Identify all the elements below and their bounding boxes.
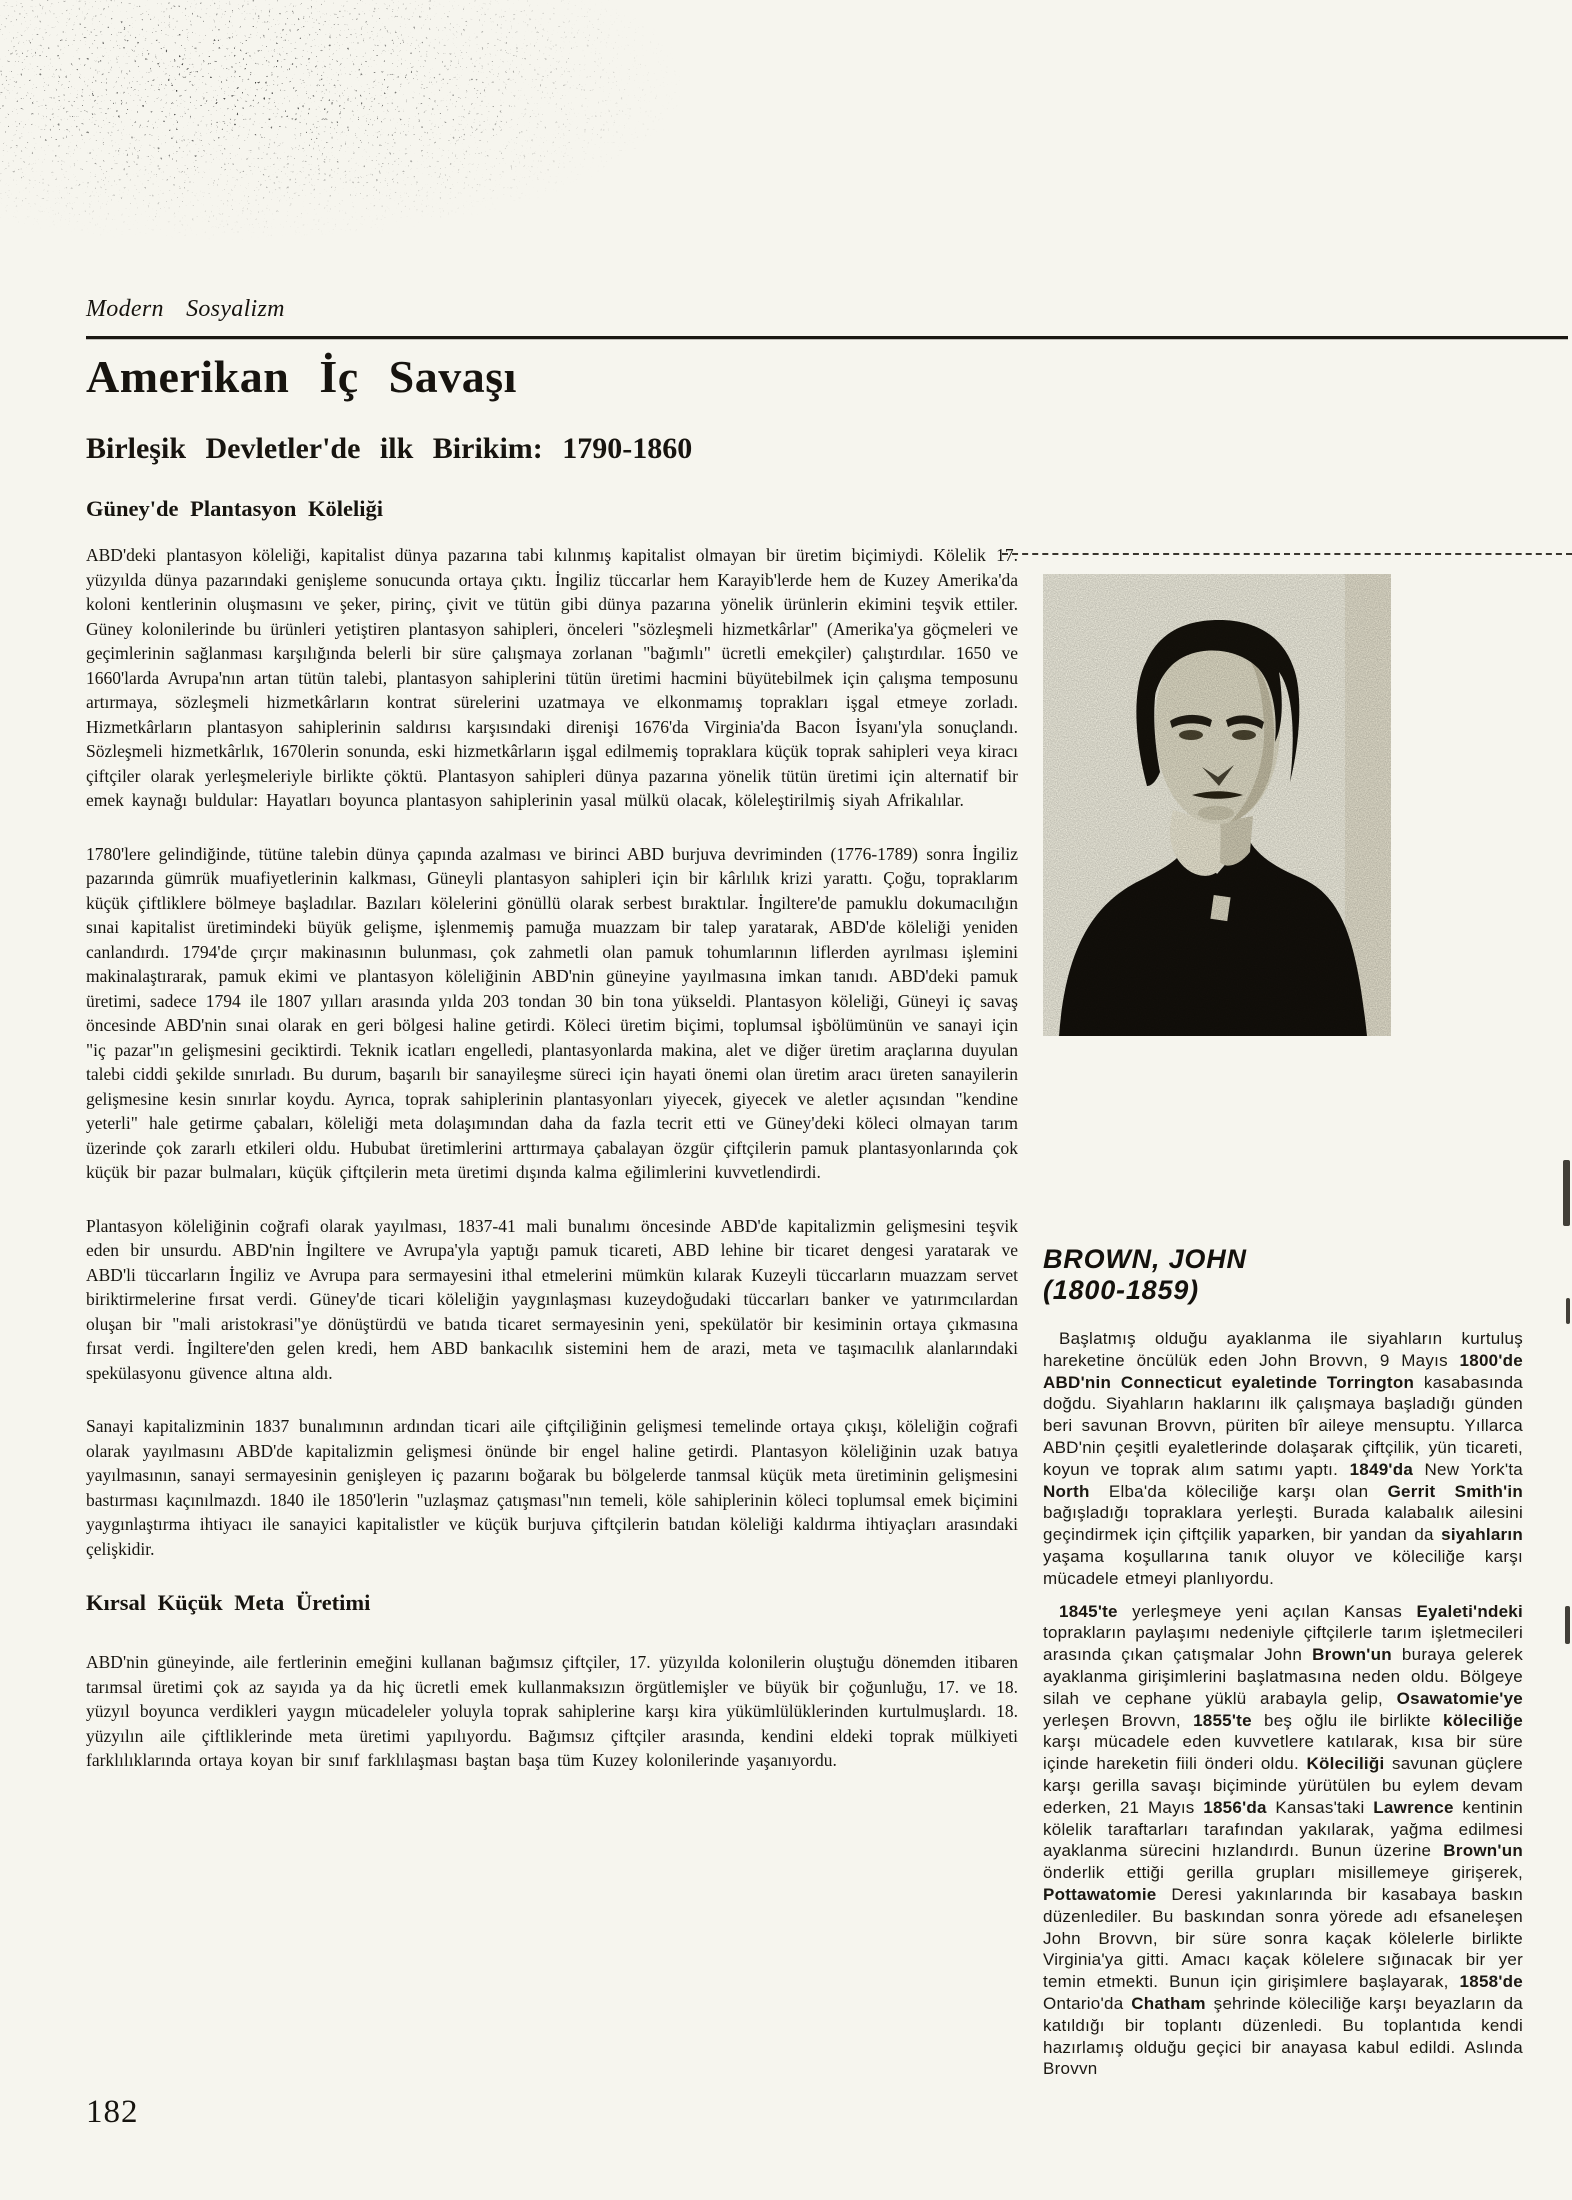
body-paragraph-2: 1780'lere gelindiğinde, tütüne talebin dünya çapında azalması ve birinci ABD burjuva devriminden (1776-1789) sonra İngiliz pazarında gümrük muafiyetlerinin kalkması, Güneyli plantasyon sahipleri için bir kârlılık krizi yarattı. Çoğu, topraklarım küçük çiftliklere bölmeye başladılar. Bazıları kölelerini gönüllü olarak serbest bıraktılar. İngiltere'de pamuklu dokumacılığın sınai kapitalist üretimindeki büyük gelişme, işlenmemiş pamuğa muazzam bir talep yaratarak, ABD'de köleliği yeniden canlandırdı. 1794'de çırçır makinasının bulunması, çok zahmetli olan pamuk tohumlarının liflerden ayrılması işlemini makinalaştırarak, pamuk ekimi ve plantasyon köleliğinin ABD'nin güneyine yayılmasına imkan tanıdı. ABD'deki pamuk üretimi, sadece 1794 ile 1807 yılları arasında yılda 203 tondan 30 bin tona yükseldi. Plantasyon köleliği, Güneyi iç savaş öncesinde ABD'nin sınai olarak en geri bölgesi haline getirdi. Köleci üretim biçimi, toplumsal işbölümünün ve sanayi için "iç pazar"ın gelişmesini geciktirdi. Teknik icatları engelledi, plantasyonlarda makina, alet ve diğer üretim araçlarına duyulan talebi ciddi şekilde sınırladı. Bu durum, başarılı bir sanayileşme süreci için hayati önemi olan üretim aracı üreten sanayilerin gelişmesine kesin sınırlar koydu. Ayrıca, toprak sahiplerinin plantasyonları yiyecek, giyecek ve aletler açısından "kendine yeterli" hale getirme çabaları, köleliği meta dolaşımından daha da fazla tecrit etti ve Güney'deki köleci olmayan tarım üzerinde çok zararlı etkileri oldu. Hububat üretimlerini arttırmaya çabalayan özgür çiftçilerin pamuk plantasyonlarında çok küçük bir pazar bulmaları, küçük çiftçilerin meta üretimi dışında kalma eğilimlerini kuvvetlendirdi.	[86, 843, 1018, 1182]
body-paragraph-4: Sanayi kapitalizminin 1837 bunalımının ardından ticari aile çiftçiliğinin gelişmesi temelinde ortaya çıkışı, köleliğin coğrafi olarak yayılmasını ABD'de kapitalizmin gelişmesi önünde bir engel haline getirdi. Plantasyon köleliğinin uzak batıya yayılmasının, sanayi sermayesinin genişleyen iç pazarını boğarak bu bölgelerde tanmsal küçük meta üretiminin gelişmesini bastırması kaçınılmazdı. 1840 ile 1850'lerin "uzlaşmaz çatışması"nın temeli, köle sahiplerinin köleci toplumsal emek biçimini yaygınlaştırma ihtiyacı ile sanayici kapitalistler ve küçük burjuva çiftçilerin batıdan köleliği kaldırma ihtiyaçları arasındaki çelişkidir.	[86, 1416, 1018, 1559]
scan-noise-texture	[0, 0, 680, 240]
john-brown-portrait-image	[1043, 574, 1391, 1036]
scan-edge-mark	[1563, 1160, 1570, 1226]
body-paragraph-3: Plantasyon köleliğinin coğrafi olarak yayılması, 1837-41 mali bunalımı öncesinde ABD'de kapitalizmin gelişmesini teşvik eden bir unsurdu. ABD'nin İngiltere ve Avrupa'yla yaptığı pamuk ticareti, ABD lehine bir ticaret dengesi yaratarak ve ABD'li tüccarların İngiliz ve Avrupa para sermayesini ithal etmelerini mümkün kılarak Kuzeyli tüccarların muazzam servet biriktirmelerine fırsat verdi. Güney'de ticari köleliğin yaygınlaşması kuzeydoğudaki tüccarları banker ve yatırımcılardan oluşan bir "mali aristokrasi"ye dönüştürdü ve batıda ticaret sermayesinin yeni, spekülatör bir kesiminin ortaya çıkmasına fırsat verdi. İngiltere'den gelen kredi, hem ABD bankacılık sistemini hem de arazi, meta ve taşımacılık alanlarındaki spekülasyonu güvence altına aldı.	[86, 1215, 1018, 1383]
sidebar-heading-name: BROWN, JOHN	[1043, 1244, 1247, 1274]
body-paragraph-5: ABD'nin güneyinde, aile fertlerinin emeğini kullanan bağımsız çiftçiler, 17. yüzyılda kolonilerin oluştuğu dönemden itibaren tarımsal üretimi çok az sayıda ya da hiç ücretli emek kullanmaksızın örgütlemişler ve büyük bir çoğunluğu, 17. ve 18. yüzyıl boyunca verdikleri yaygın mücadeleler yoluyla toprak sahiplerine karşı kira yükümlülüklerinden kurtulmuşlardı. 18. yüzyılın aile çiftliklerinde meta üretimi yapılıyordu. Bağımsız çiftçiler arasında, kendini eldeki toprak mülkiyeti farklılıklarında ortaya koyan bir sınıf farklılaşması baştan başa tüm Kuzey kolonilerinde yaşanıyordu.	[86, 1652, 1018, 1770]
scan-edge-mark	[1566, 1298, 1570, 1324]
sidebar-paragraph-1: Başlatmış olduğu ayaklanma ile siyahların kurtuluş hareketine öncülük eden John Brovvn, 9 Mayıs 1800'de ABD'nin Connecticut eyaletinde Torrington kasabasında doğdu. Siyahların haklarını ilk çalışmaya başladığı günden beri savunan Brovvn, püriten bîr aileye mensuptu. Yıllarca ABD'nin çeşitli eyaletlerinde dolaşarak çiftçilik, yün ticareti, koyun ve toprak alım satımı yaptı. 1849'da New York'ta North Elba'da köleciliğe karşı olan Gerrit Smith'in bağışladığı topraklara yerleşti. Burada kalabalık ailesini geçindirmek için çiftçilik yaparken, bir yandan da siyahların yaşama koşullarına tanık oluyor ve köleciliğe karşı mücadele etmeyi planlıyordu.	[1043, 1329, 1524, 1588]
article-title: Amerikan İç Savaşı	[86, 351, 517, 402]
masthead-rule	[86, 336, 1568, 339]
sidebar-paragraph-2: 1845'te yerleşmeye yeni açılan Kansas Eyaleti'ndeki toprakların paylaşımı nedeniyle çiftçilerle tarım işletmecileri arasında çıkan çatışmalar John Brown'un buraya gelerek ayaklanma girişimlerini başlatmasına neden oldu. Bölgeye silah ve cephane yüklü arabayla gelip, Osawatomie'ye yerleşen Brovvn, 1855'te beş oğlu ile birlikte köleciliğe karşı mücadele eden kuvvetlere katılarak, kısa bir süre içinde hareketin fiili önderi oldu. Köleciliği savunan güçlere karşı gerilla savaşı biçiminde yürütülen bu eylem devam ederken, 21 Mayıs 1856'da Kansas'taki Lawrence kentinin kölelik taraftarları tarafından yakılarak, yağma edilmesi ayaklanma sürecini hızlandırdı. Bunun üzerine Brown'un önderlik ettiği gerilla grupları misillemeye girişerek, Pottawatomie Deresi yakınlarında bir kasabaya baskın düzenlediler. Bu baskından sonra yörede adı efsaneleşen John Brovvn, bir süre sonra kaçak kölelerle birlikte Virginia'ya gitti. Amacı kaçak kölelere sığınacak bir yer temin etmekti. Bunun için girişimlere başlayarak, 1858'de Ontario'da Chatham şehrinde köleciliğe karşı beyazların da katıldığı bir toplantı düzenledi. Bu toplantıda kendi hazırlamış olduğu geçici bir anayasa kabul edildi. Aslında Brovvn	[1043, 1601, 1523, 2079]
sidebar-heading-dates: (1800-1859)	[1043, 1275, 1199, 1305]
section-heading-plantation-slavery: Güney'de Plantasyon Köleliği	[86, 496, 384, 521]
sidebar-heading	[1043, 1244, 1523, 1306]
section-heading-rural-commodity-production: Kırsal Küçük Meta Üretimi	[86, 1590, 371, 1615]
masthead	[86, 296, 285, 323]
sidebar-john-brown	[1043, 574, 1523, 2080]
sidebar-dashed-rule	[1002, 553, 1572, 555]
page-number: 182	[86, 2094, 139, 2130]
body-paragraph-1: ABD'deki plantasyon köleliği, kapitalist dünya pazarına tabi kılınmış kapitalist olmayan bir üretim biçimiydi. Kölelik 17. yüzyılda dünya pazarındaki genişleme sonucunda ortaya çıktı. İngiliz tüccarlar hem Karayib'lerde hem de Kuzey Amerika'da koloni kentlerinin oluşmasını ve şeker, pirinç, çivit ve tütün gibi dünya pazarına yönelik ürünlerin ekimini teşvik ettiler. Güney kolonilerinde bu ürünleri yetiştiren plantasyon sahipleri, önceleri "sözleşmeli hizmetkârlar" (Amerika'ya göçmeleri ve geçimlerinin sağlanması karşılığında belerli bir süre çalışmaya zorlanan "bağımlı" ücretli emekçiler) çalıştırdılar. 1650 ve 1660'larda Avrupa'nın artan tütün talebi, plantasyon sahiplerini tütün üretimi hacmini büyütebilmek için çalışma temposunu artırmaya, sözleşmeli hizmetkârların kontrat sürelerini uzatmaya ve elkonmamış toprakları işgal etmeye zorladı. Hizmetkârların plantasyon sahiplerinin saldırısı karşısındaki direnişi 1676'da Virginia'da Bacon İsyanı'yla sonuçlandı. Sözleşmeli hizmetkârlık, 1670lerin sonunda, eski hizmetkârların işgal edilmemiş topraklara küçük toprak sahipleri veya kiracı çiftçiler olarak yerleşmeleriyle birlikte çöktü. Plantasyon sahipleri dünya pazarına yönelik tütün üretimi için alternatif bir emek kaynağı buldular: Hayatları boyunca plantasyon sahiplerinin yasal mülkü olacak, köleleştirilmiş siyah Afrikalılar.	[86, 545, 1018, 810]
article-subtitle: Birleşik Devletler'de ilk Birikim: 1790-1860	[86, 432, 693, 465]
article-column	[86, 352, 1018, 1802]
masthead-label: Modern Sosyalizm	[86, 296, 285, 322]
scan-edge-mark	[1565, 1606, 1570, 1644]
